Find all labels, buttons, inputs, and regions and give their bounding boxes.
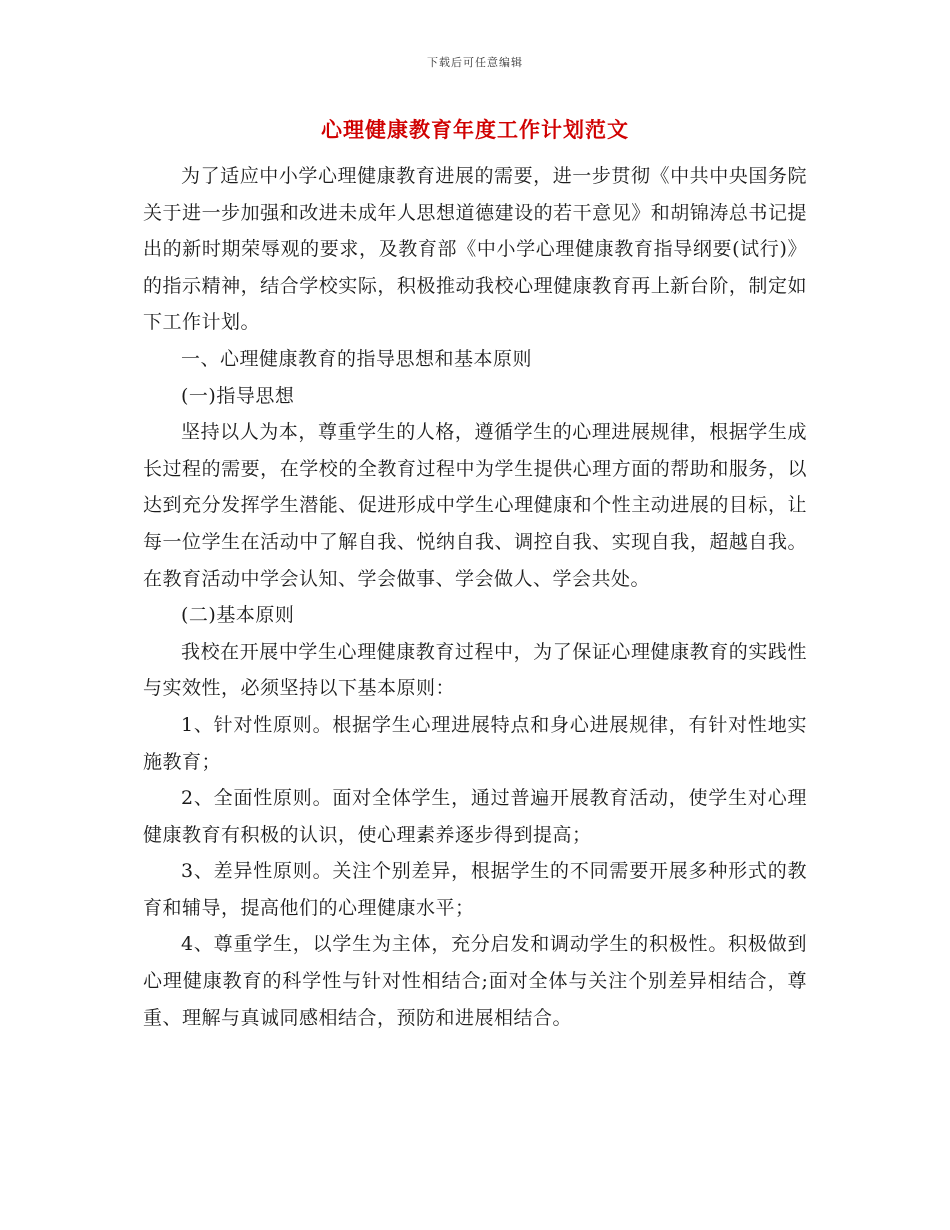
document-body xyxy=(143,158,807,1036)
principle-item-4: 4、尊重学生，以学生为主体，充分启发和调动学生的积极性。积极做到心理健康教育的科学性与针对性相结合;面对全体与关注个别差异相结合，尊重、理解与真诚同感相结合，预防和进展相结合。 xyxy=(143,933,807,1029)
principle-item-2: 2、全面性原则。面对全体学生，通过普遍开展教育活动，使学生对心理健康教育有积极的认识，使心理素养逐步得到提高； xyxy=(143,787,807,846)
principle-item-1: 1、针对性原则。根据学生心理进展特点和身心进展规律，有针对性地实施教育； xyxy=(143,713,807,773)
principle-item-3: 3、差异性原则。关注个别差异，根据学生的不同需要开展多种形式的教育和辅导，提高他们的心理健康水平； xyxy=(143,860,807,919)
subsection-heading-guiding-thought: (一)指导思想 xyxy=(181,384,295,407)
paragraph-principles-intro: 我校在开展中学生心理健康教育过程中，为了保证心理健康教育的实践性与实效性，必须坚持以下基本原则： xyxy=(143,640,807,700)
subsection-heading-basic-principles: (二)基本原则 xyxy=(181,604,295,627)
section-heading-1: 一、心理健康教育的指导思想和基本原则 xyxy=(181,347,533,370)
document-title: 心理健康教育年度工作计划范文 xyxy=(321,117,629,142)
paragraph-guiding-thought: 坚持以人为本，尊重学生的人格，遵循学生的心理进展规律，根据学生成长过程的需要，在学校的全教育过程中为学生提供心理方面的帮助和服务，以达到充分发挥学生潜能、促进形成中学生心理健康和个性主动进展的目标，让每一位学生在活动中了解自我、悦纳自我、调控自我、实现自我，超越自我。在教育活动中学会认知、学会做事、学会做人、学会共处。 xyxy=(143,421,807,590)
header-note: 下载后可任意编辑 xyxy=(427,56,523,69)
paragraph-intro: 为了适应中小学心理健康教育进展的需要，进一步贯彻《中共中央国务院关于进一步加强和改进未成年人思想道德建设的若干意见》和胡锦涛总书记提出的新时期荣辱观的要求，及教育部《中小学心理健康教育指导纲要(试行)》的指示精神，结合学校实际，积极推动我校心理健康教育再上新台阶，制定如下工作计划。 xyxy=(143,165,807,334)
